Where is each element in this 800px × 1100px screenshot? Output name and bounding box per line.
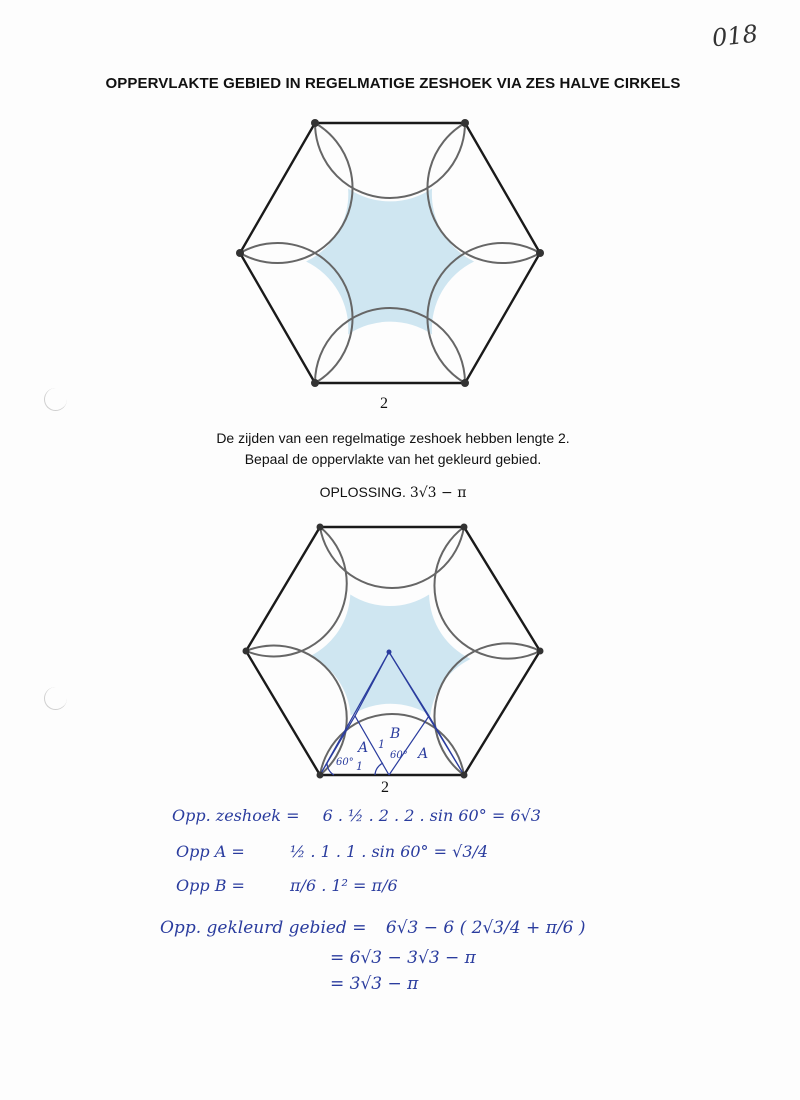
side-length-label-top: 2: [380, 395, 388, 412]
page-title: OPPERVLAKTE GEBIED IN REGELMATIGE ZESHOEK VIA ZES HALVE CIRKELS: [105, 75, 681, 92]
figure-top-shapes: [236, 119, 544, 387]
solution-label: OPLOSSING.: [319, 484, 406, 500]
label-A-right: A: [418, 746, 429, 762]
hw-line-4-label: Opp. gekleurd gebied =: [160, 918, 367, 938]
semicircle-top: [315, 123, 465, 198]
hw-line-2-label: Opp A =: [176, 842, 245, 861]
label-one-a: 1: [378, 738, 385, 751]
solution-line: [0, 484, 786, 501]
hw-line-5: = 6√3 − 3√3 − π: [330, 948, 476, 968]
hw-line-1-expr: 6 . ½ . 2 . 2 . sin 60° = 6√3: [322, 806, 541, 825]
problem-line-1: De zijden van een regelmatige zeshoek hebben lengte 2.: [216, 430, 570, 446]
solution-answer: 3√3 − π: [409, 485, 467, 501]
label-A-left: A: [358, 740, 369, 756]
semicircle-top-left-b: [246, 527, 347, 656]
label-one-b: 1: [356, 760, 363, 773]
label-B: B: [390, 726, 401, 742]
hw-line-3-label: Opp B =: [176, 876, 245, 895]
hw-line-1-label: Opp. zeshoek =: [172, 806, 300, 825]
semicircle-top-right-b: [434, 527, 540, 659]
hw-line-2-expr: ½ . 1 . 1 . sin 60° = √3/4: [289, 842, 489, 861]
label-angle-right: 60°: [390, 750, 408, 761]
hw-line-3-expr: π/6 . 1² = π/6: [290, 876, 398, 895]
hw-line-2: [176, 842, 488, 861]
shaded-region-top: [306, 189, 474, 335]
hw-line-1: [172, 806, 541, 825]
hw-line-3: [176, 876, 398, 895]
problem-line-2: Bepaal de oppervlakte van het gekleurd gebied.: [244, 451, 542, 467]
hw-line-6: = 3√3 − π: [330, 974, 419, 994]
page-number: 018: [710, 19, 760, 53]
hw-line-4: [160, 918, 585, 938]
label-angle-left: 60°: [336, 757, 354, 768]
hw-line-4-expr: 6√3 − 6 ( 2√3/4 + π/6 ): [385, 918, 586, 938]
side-length-label-bottom: 2: [381, 779, 389, 796]
